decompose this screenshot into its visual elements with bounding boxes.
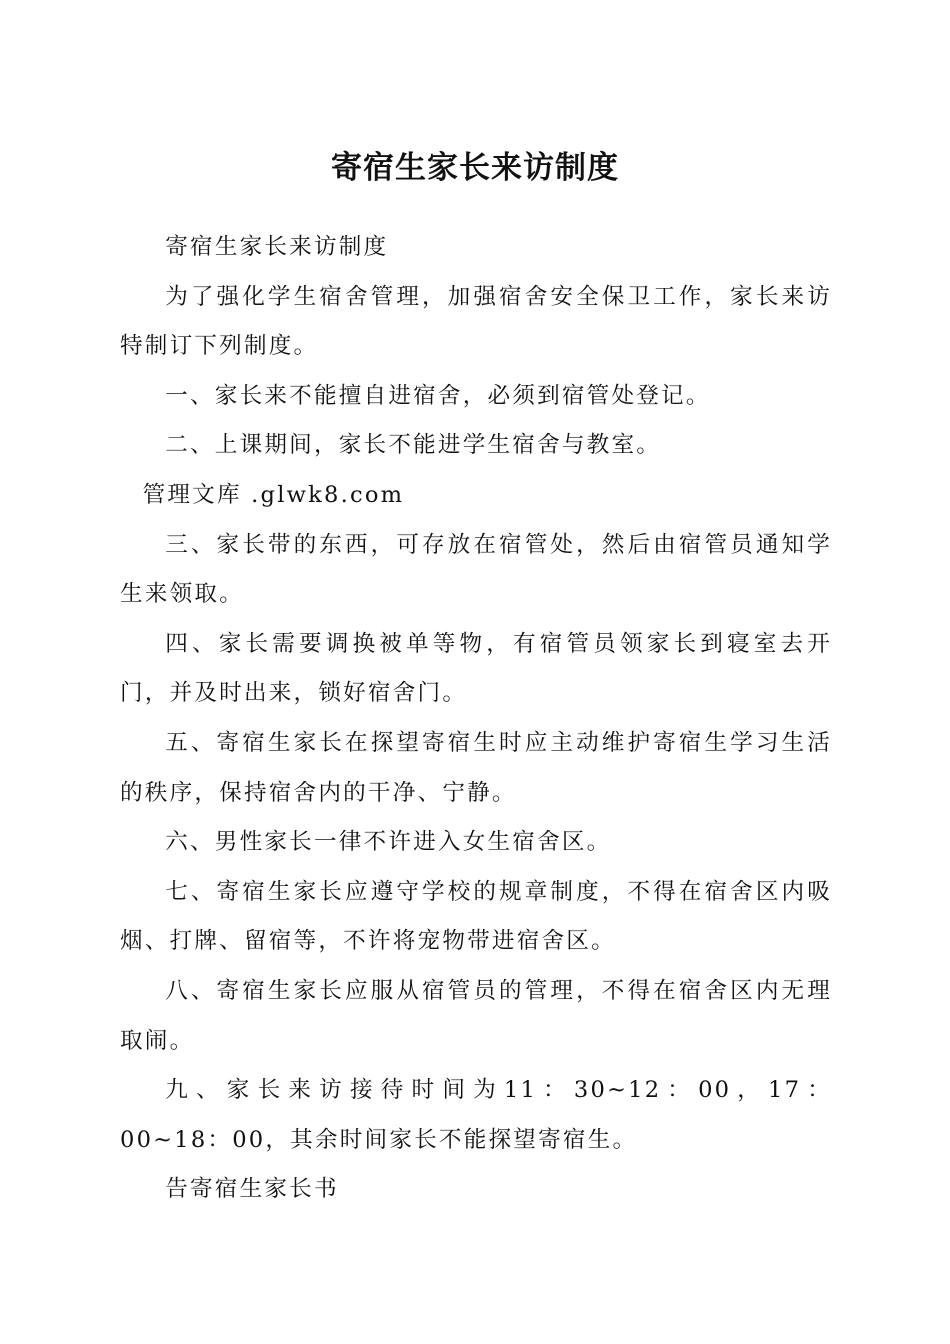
paragraph-rule-1: 一、家长来不能擅自进宿舍，必须到宿管处登记。 [165, 382, 711, 409]
paragraph-rule-9: 九、家长来访接待时间为11：30~12：00，17：00~18：00，其余时间家长不能探望寄宿生。 [120, 1077, 832, 1153]
paragraph-next-heading: 告寄宿生家长书 [165, 1176, 339, 1203]
paragraph-intro: 为了强化学生宿舍管理，加强宿舍安全保卫工作，家长来访特制订下列制度。 [120, 283, 832, 360]
paragraph-heading: 寄宿生家长来访制度 [165, 234, 389, 260]
document-title: 寄宿生家长来访制度 [331, 150, 619, 186]
paragraph-watermark-source: 管理文库 .glwk8.com [142, 481, 405, 508]
paragraph-rule-5: 五、寄宿生家长在探望寄宿生时应主动维护寄宿生学习生活的秩序，保持宿舍内的干净、宁静。 [120, 729, 832, 806]
paragraph-rule-3: 三、家长带的东西，可存放在宿管处，然后由宿管员通知学生来领取。 [120, 531, 832, 608]
paragraph-rule-8: 八、寄宿生家长应服从宿管员的管理，不得在宿舍区内无理取闹。 [120, 977, 832, 1054]
document-body [120, 223, 832, 1215]
paragraph-rule-4: 四、家长需要调换被单等物，有宿管员领家长到寝室去开门，并及时出来，锁好宿舍门。 [120, 630, 832, 707]
paragraph-rule-7: 七、寄宿生家长应遵守学校的规章制度，不得在宿舍区内吸烟、打牌、留宿等，不许将宠物带进宿舍区。 [120, 878, 832, 955]
paragraph-rule-6: 六、男性家长一律不许进入女生宿舍区。 [165, 829, 612, 856]
paragraph-rule-2: 二、上课期间，家长不能进学生宿舍与教室。 [165, 432, 662, 459]
